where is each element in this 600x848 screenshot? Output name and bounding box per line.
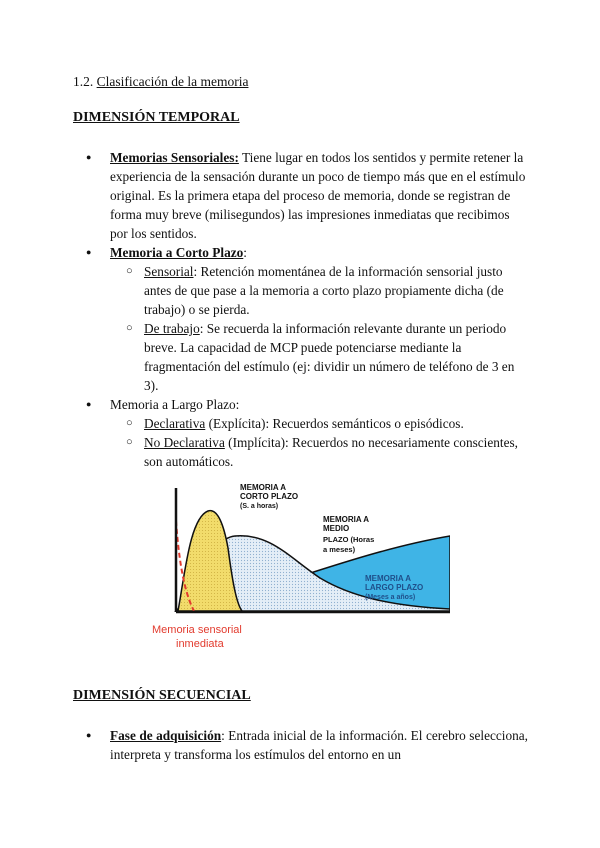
list-item [78, 395, 528, 471]
term: No Declarativa [144, 435, 225, 450]
section-heading [73, 74, 248, 90]
sublist-item [110, 319, 528, 395]
term: Memoria a Corto Plazo [110, 245, 244, 260]
label-corto-1: MEMORIA A [240, 483, 287, 492]
term: De trabajo [144, 321, 200, 336]
label-medio-3: PLAZO (Horas [323, 535, 375, 544]
temporal-list [78, 148, 528, 471]
definition: Tiene lugar en todos los sentidos y permite retener la experiencia de la sensación durante un poco de tiempo más que en el estímulo original. Es la primera etapa del proceso de memoria, donde se registran de forma muy breve (milisegundos) las impresiones inmediatas que recibimos por los sentidos. [110, 150, 526, 241]
definition: (Implícita): Recuerdos no necesariamente conscientes, son automáticos. [144, 435, 519, 469]
term: Memorias Sensoriales: [110, 150, 239, 165]
definition: (Explícita): Recuerdos semánticos o episódicos. [205, 416, 464, 431]
heading-title: Clasificación de la memoria [96, 74, 249, 89]
memory-curves-figure [150, 478, 450, 658]
list-item [78, 243, 528, 395]
label-largo-1: MEMORIA A [365, 574, 412, 583]
label-sensorial-2: inmediata [176, 638, 224, 650]
label-corto-2: CORTO PLAZO [240, 492, 299, 501]
label-corto-3: (S. a horas) [240, 503, 279, 510]
label-largo-3: (Meses a años) [365, 594, 416, 601]
label-medio-1: MEMORIA A [323, 515, 370, 524]
heading-number: 1.2. [73, 74, 94, 89]
label-largo-2: LARGO PLAZO [365, 583, 424, 592]
sublist-item [110, 433, 528, 471]
term: Fase de adquisición [110, 728, 222, 743]
label-medio-4: a meses) [323, 545, 356, 554]
label-medio-2: MEDIO [323, 524, 350, 533]
section-title-temporal: DIMENSIÓN TEMPORAL [73, 110, 240, 125]
sublist-item [110, 414, 528, 433]
sublist-item [110, 262, 528, 319]
sequential-list [78, 726, 528, 764]
sublist [110, 414, 528, 471]
definition: Memoria a Largo Plazo: [110, 397, 240, 412]
term: Sensorial [144, 264, 194, 279]
list-item [78, 148, 528, 243]
definition: : Entrada inicial de la información. El cerebro selecciona, interpreta y transforma los estímulos del entorno en un [110, 728, 528, 762]
section-title-secuencial: DIMENSIÓN SECUENCIAL [73, 688, 251, 703]
definition: : Retención momentánea de la información sensorial justo antes de que pase a la memoria a corto plazo propiamente dicha (de trabajo) o se pierda. [144, 264, 504, 317]
list-item [78, 726, 528, 764]
definition: : [243, 245, 247, 260]
definition: : Se recuerda la información relevante durante un periodo breve. La capacidad de MCP puede potenciarse mediante la fragmentación del estímulo (ej: dividir un número de teléfono de 3 en 3). [144, 321, 515, 393]
sublist [110, 262, 528, 395]
term: Declarativa [144, 416, 206, 431]
label-sensorial-1: Memoria sensorial [152, 624, 242, 636]
